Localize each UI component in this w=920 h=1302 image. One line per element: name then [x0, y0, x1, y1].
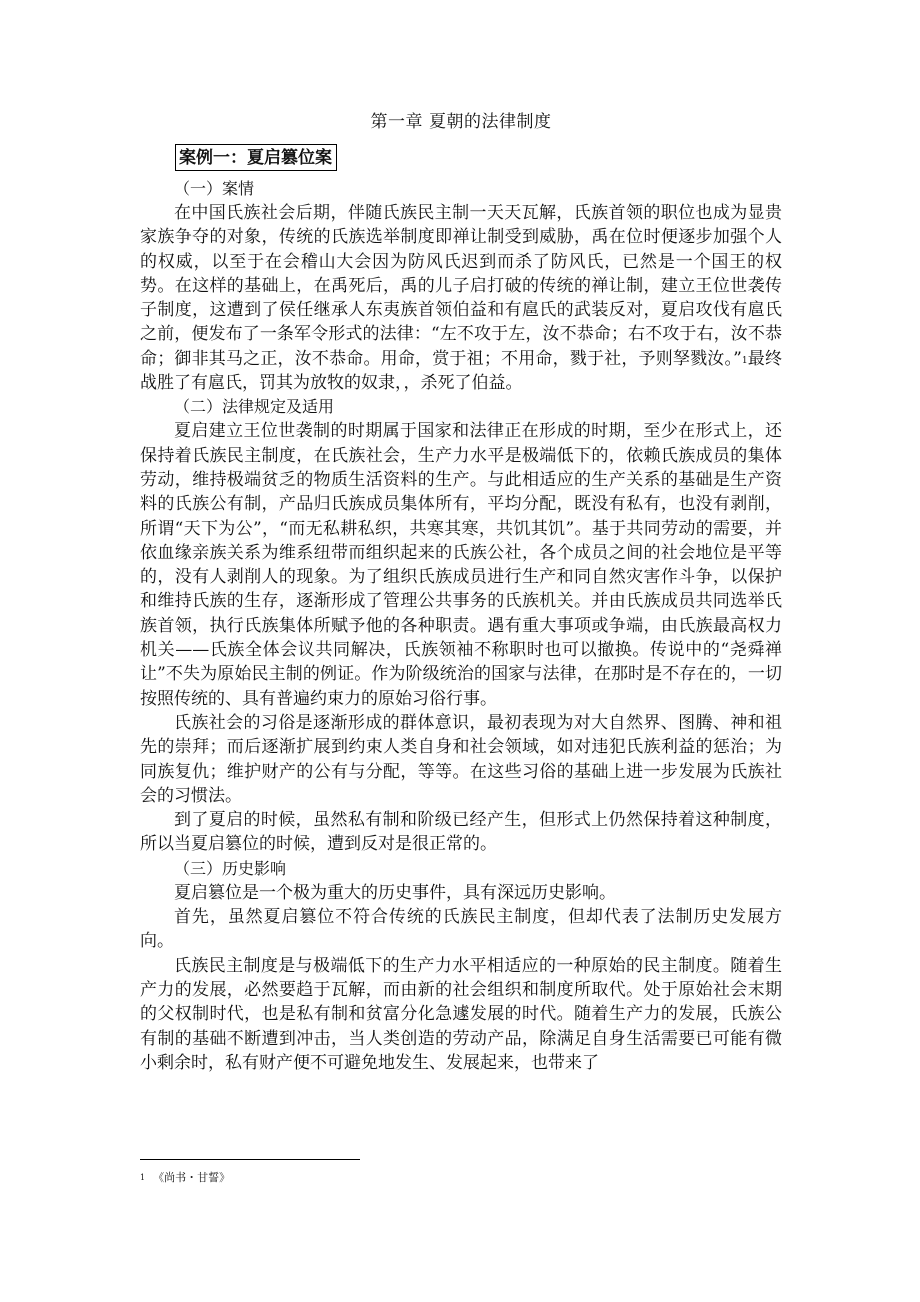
document-body: [140, 108, 782, 1075]
footnote-mark: 1: [140, 1173, 146, 1182]
historical-impact-paragraph-2: 首先，虽然夏启篡位不符合传统的氏族民主制度，但却代表了法制历史发展方向。: [140, 907, 782, 952]
footnote-reference[interactable]: 1: [741, 355, 748, 366]
section-heading-legal-provisions: （二）法律规定及适用: [174, 397, 335, 417]
footnote: [140, 1170, 230, 1186]
legal-provisions-paragraph-1: 夏启建立王位世袭制的时期属于国家和法律正在形成的时期，至少在形式上，还保持着氏族民主制度，在氏族社会，生产力水平是极端低下的，依赖氏族成员的集体劳动，维持极端贫乏的物质生活资料的生产。与此相适应的生产关系的基础是生产资料的氏族公有制，产品归氏族成员集体所有，平均分配，既没有私有，也没有剥削，所谓“天下为公”，“而无私耕私织，共寒其寒，共饥其饥”。基于共同劳动的需要，并依血缘亲族关系为维系纽带而组织起来的氏族公社，各个成员之间的社会地位是平等的，没有人剥削人的现象。为了组织氏族成员进行生产和同自然灾害作斗争，以保护和维持氏族的生存，逐渐形成了管理公共事务的氏族机关。并由氏族成员共同选举氏族首领，执行氏族集体所赋予他的各种职责。遇有重大事项或争端，由氏族最高权力机关——氏族全体会议共同解决，氏族领袖不称职时也可以撤换。传说中的“尧舜禅让”不失为原始民主制的例证。作为阶级统治的国家与法律，在那时是不存在的，一切按照传统的、具有普遍约束力的原始习俗行事。: [140, 421, 782, 709]
case-facts-paragraph: [140, 201, 782, 395]
footnote-text: 《尚书・甘誓》: [153, 1171, 231, 1184]
section-heading-case-facts: （一）案情: [174, 179, 255, 198]
footnote-divider: [140, 1159, 360, 1160]
legal-provisions-paragraph-3: 到了夏启的时候，虽然私有制和阶级已经产生，但形式上仍然保持着这种制度，所以当夏启篡位的时候，遭到反对是很正常的。: [140, 810, 782, 855]
case-title: 案例一：夏启篡位案: [175, 144, 337, 171]
case-facts-text: 在中国氏族社会后期，伴随氏族民主制一天天瓦解，氏族首领的职位也成为显贵家族争夺的对象，传统的氏族选举制度即禅让制受到威胁，禹在位时便逐步加强个人的权威，以至于在会稽山大会因为防风氏迟到而杀了防风氏，已然是一个国王的权势。在这样的基础上，在禹死后，禹的儿子启打破的传统的禅让制，建立王位世袭传子制度，这遭到了侯任继承人东夷族首领伯益和有扈氏的武装反对，夏启攻伐有扈氏之前，便发布了一条军令形式的法律：“左不攻于左，汝不恭命；右不攻于右，汝不恭命；御非其马之正，汝不恭命。用命，赏于祖；不用命，戮于社，予则孥戮汝。”: [140, 203, 782, 369]
historical-impact-paragraph-1: 夏启篡位是一个极为重大的历史事件，具有深远历史影响。: [174, 882, 616, 903]
legal-provisions-paragraph-2: 氏族社会的习俗是逐渐形成的群体意识，最初表现为对大自然界、图腾、神和祖先的崇拜；而后逐渐扩展到约束人类自身和社会领域，如对违犯氏族利益的惩治；为同族复仇；维护财产的公有与分配，等等。在这些习俗的基础上进一步发展为氏族社会的习惯法。: [140, 712, 782, 806]
historical-impact-paragraph-3: 氏族民主制度是与极端低下的生产力水平相适应的一种原始的民主制度。随着生产力的发展，必然要趋于瓦解，而由新的社会组织和制度所取代。处于原始社会末期的父权制时代，也是私有制和贫富分化急遽发展的时代。随着生产力的发展，氏族公有制的基础不断遭到冲击，当人类创造的劳动产品，除满足自身生活需要已可能有微小剩余时，私有财产便不可避免地发生、发展起来，也带来了: [140, 955, 782, 1073]
section-heading-historical-impact: （三）历史影响: [174, 858, 287, 878]
chapter-title: 第一章 夏朝的法律制度: [370, 112, 552, 132]
case-facts-text-end: 最终战胜了有扈氏，罚其为放牧的奴隶，，杀死了伯益。: [140, 348, 782, 394]
